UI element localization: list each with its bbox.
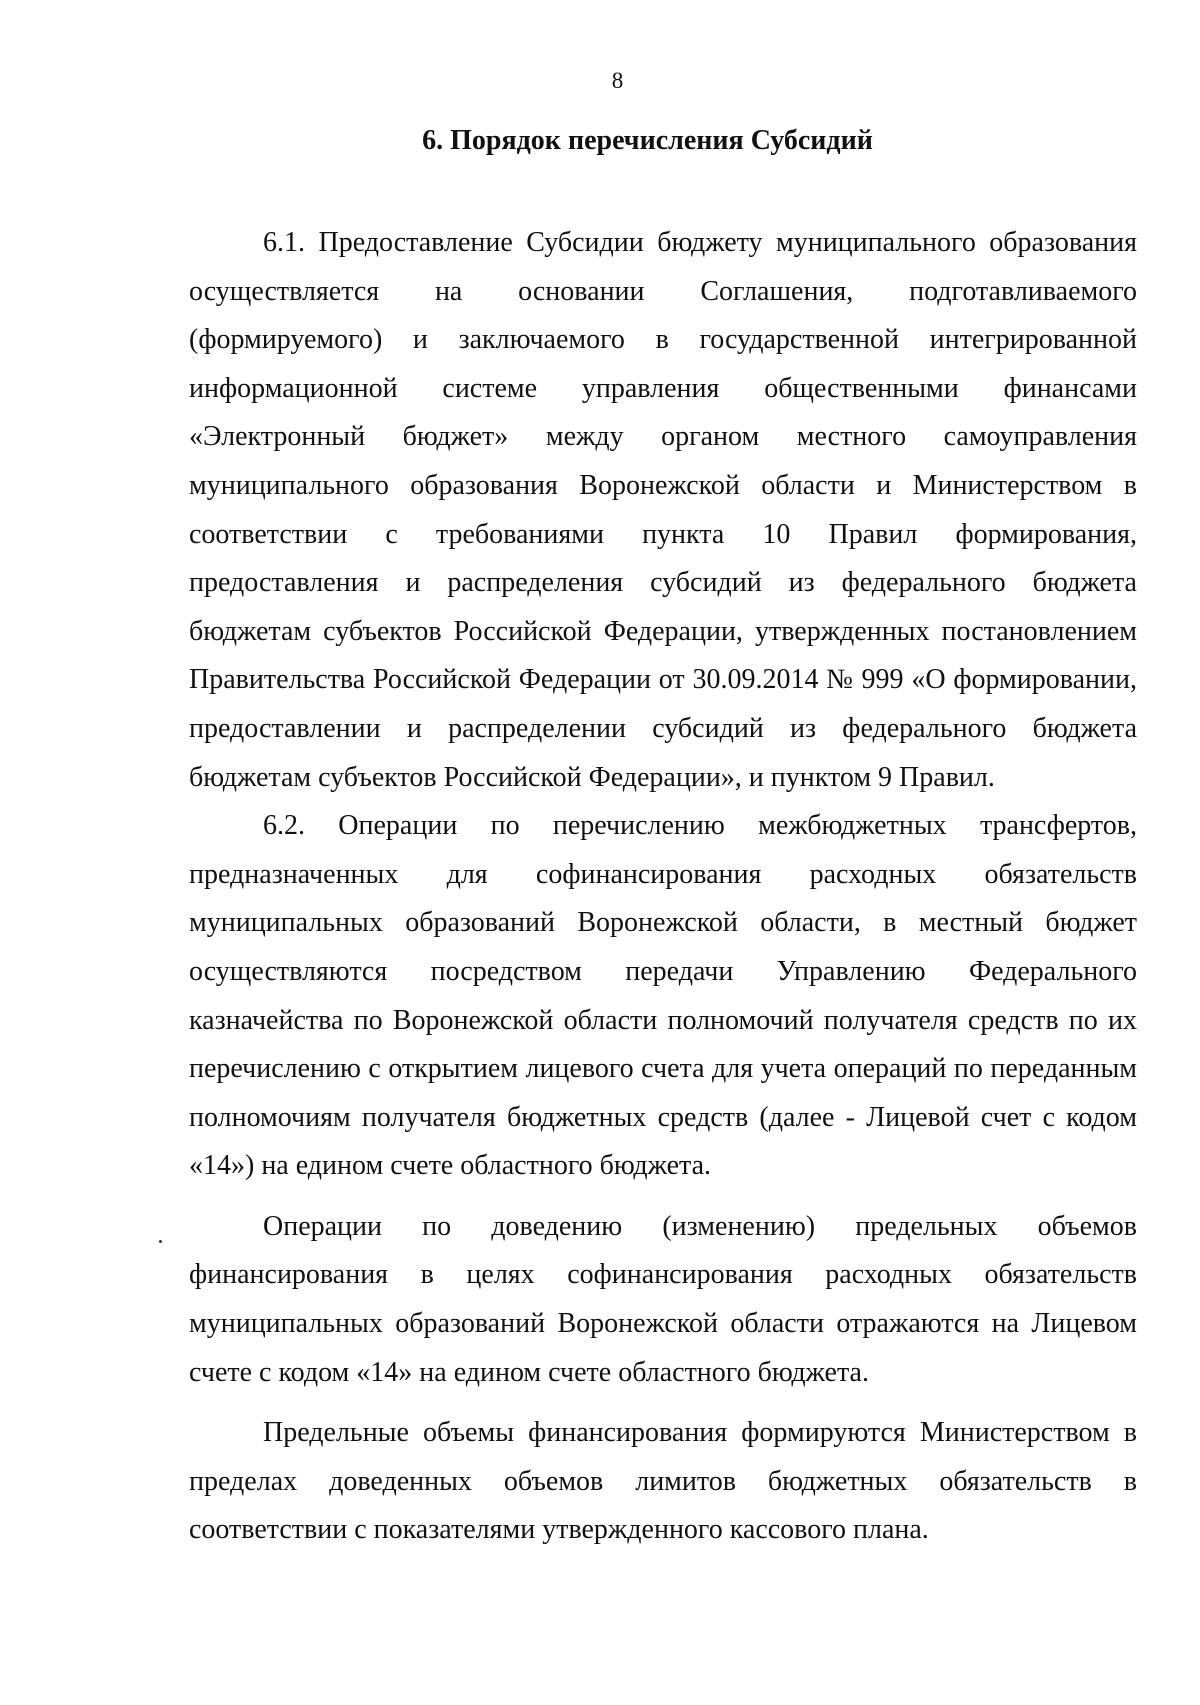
- paragraph-6-1: 6.1. Предоставление Субсидии бюджету муниципального образования осуществляется на основании Соглашения, подготавливаемого (формируемого) и заключаемого в государственной интегрированной информационной системе управления общественными финансами «Электронный бюджет» между органом местного самоуправления муниципального образования Воронежской области и Министерством в соответствии с требованиями пункта 10 Правил формирования, предоставления и распределения субсидий из федерального бюджета бюджетам субъектов Российской Федерации, утвержденных постановлением Правительства Российской Федерации от 30.09.2014 № 999 «О формировании, предоставлении и распределении субсидий из федерального бюджета бюджетам субъектов Российской Федерации», и пунктом 9 Правил.: [189, 227, 1137, 793]
- paragraph-limits: Предельные объемы финансирования формируются Министерством в пределах доведенных объемов лимитов бюджетных обязательств в соответствии с показателями утвержденного кассового плана.: [189, 1417, 1137, 1546]
- paragraph-operations: Операции по доведению (изменению) предельных объемов финансирования в целях софинансирования расходных обязательств муниципальных образований Воронежской области отражаются на Лицевом счете с кодом «14» на едином счете областного бюджета.: [189, 1210, 1137, 1388]
- section-title: 6. Порядок перечисления Субсидий: [422, 125, 873, 156]
- document-body: [189, 219, 1137, 1555]
- page-number: 8: [611, 68, 624, 93]
- paragraph-6-2: 6.2. Операции по перечислению межбюджетных трансфертов, предназначенных для софинансирования расходных обязательств муниципальных образований Воронежской области, в местный бюджет осуществляются посредством передачи Управлению Федерального казначейства по Воронежской области полномочий получателя средств по их перечислению с открытием лицевого счета для учета операций по переданным полномочиям получателя бюджетных средств (далее - Лицевой счет с кодом «14») на едином счете областного бюджета.: [189, 810, 1137, 1182]
- scan-dot-mark: [159, 1240, 162, 1243]
